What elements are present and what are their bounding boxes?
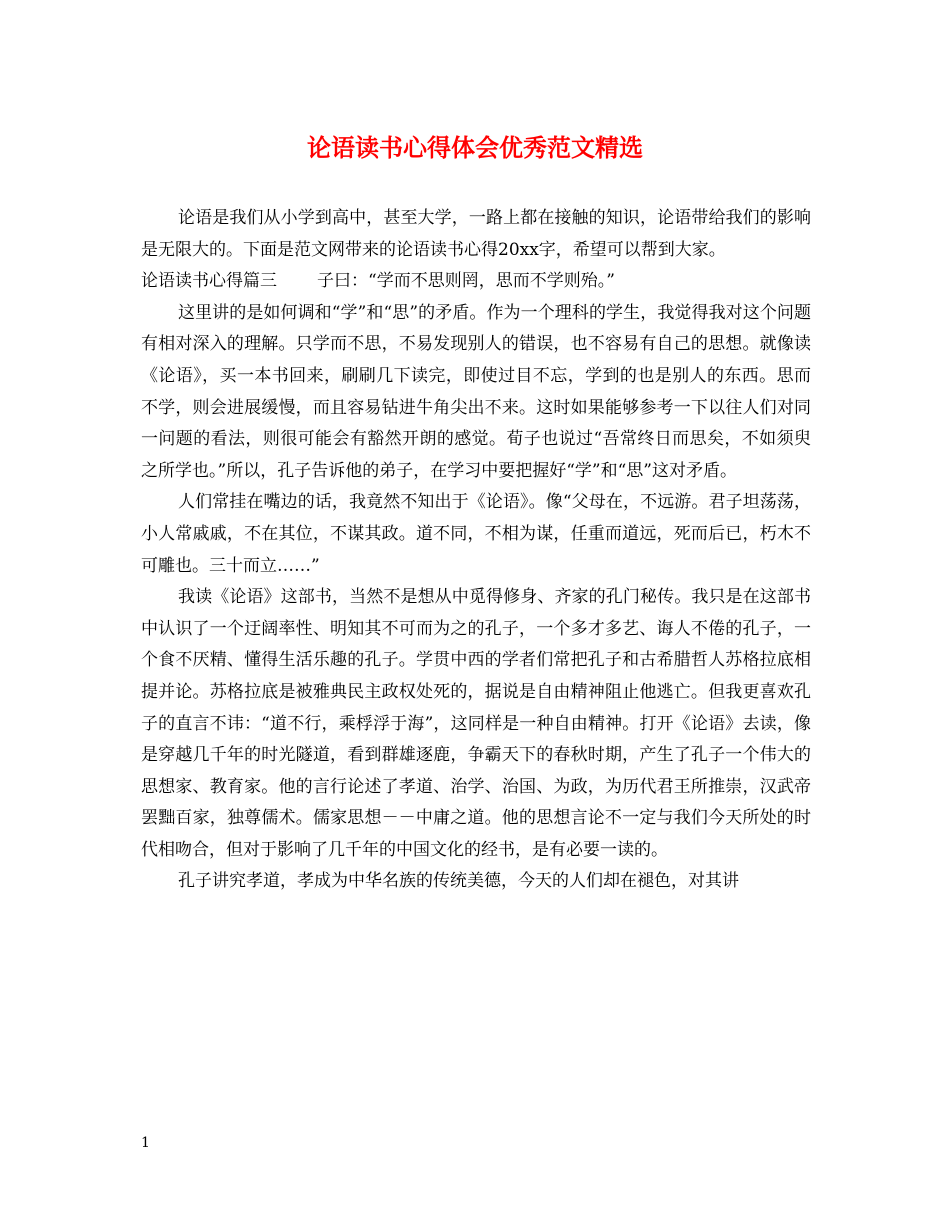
body-paragraph: 人们常挂在嘴边的话，我竟然不知出于《论语》。像“父母在，不远游。君子坦荡荡，小人常戚戚，不在其位，不谋其政。道不同，不相为谋，任重而道远，死而后已，朽木不可雕也。三十而立……”: [141, 492, 811, 576]
body-paragraph: 孔子讲究孝道，孝成为中华名族的传统美德，今天的人们却在褪色，对其讲: [178, 871, 739, 892]
body-paragraph: 我读《论语》这部书，当然不是想从中觅得修身、齐家的孔门秘传。我只是在这部书中认识了一个迂阔率性、明知其不可而为之的孔子，一个多才多艺、诲人不倦的孔子，一个食不厌精、懂得生活乐趣的孔子。学贯中西的学者们常把孔子和古希腊哲人苏格拉底相提并论。苏格拉底是被雅典民主政权处死的，据说是自由精神阻止他逃亡。但我更喜欢孔子的直言不讳：“道不行，乘桴浮于海”，这同样是一种自由精神。打开《论语》去读，像是穿越几千年的时光隧道，看到群雄逐鹿，争霸天下的春秋时期，产生了孔子一个伟大的思想家、教育家。他的言行论述了孝道、治学、治国、为政，为历代君王所推崇，汉武帝罢黜百家，独尊儒术。儒家思想－－中庸之道。他的思想言论不一定与我们今天所处的时代相吻合，但对于影响了几千年的中国文化的经书，是有必要一读的。: [141, 587, 811, 860]
page-title: 论语读书心得体会优秀范文精选: [307, 133, 643, 162]
body-paragraph: 这里讲的是如何调和“学”和“思”的矛盾。作为一个理科的学生，我觉得我对这个问题有相对深入的理解。只学而不思，不易发现别人的错误，也不容易有自己的思想。就像读《论语》，买一本书回来，刷刷几下读完，即使过目不忘，学到的也是别人的东西。思而不学，则会进展缓慢，而且容易钻进牛角尖出不来。这时如果能够参考一下以往人们对同一问题的看法，则很可能会有豁然开朗的感觉。荀子也说过“吾常终日而思矣，不如须臾之所学也。”所以，孔子告诉他的弟子，在学习中要把握好“学”和“思”这对矛盾。: [141, 302, 811, 481]
page-number: 1: [141, 1135, 150, 1151]
section-heading: 论语读书心得篇三: [141, 271, 277, 292]
intro-paragraph: 论语是我们从小学到高中，甚至大学，一路上都在接触的知识，论语带给我们的影响是无限大的。下面是范文网带来的论语读书心得20xx字，希望可以帮到大家。: [141, 208, 811, 260]
section-heading-line: [141, 266, 811, 298]
document-body: [141, 203, 811, 898]
section-quote: 子曰：“学而不思则罔，思而不学则殆。”: [317, 271, 615, 292]
